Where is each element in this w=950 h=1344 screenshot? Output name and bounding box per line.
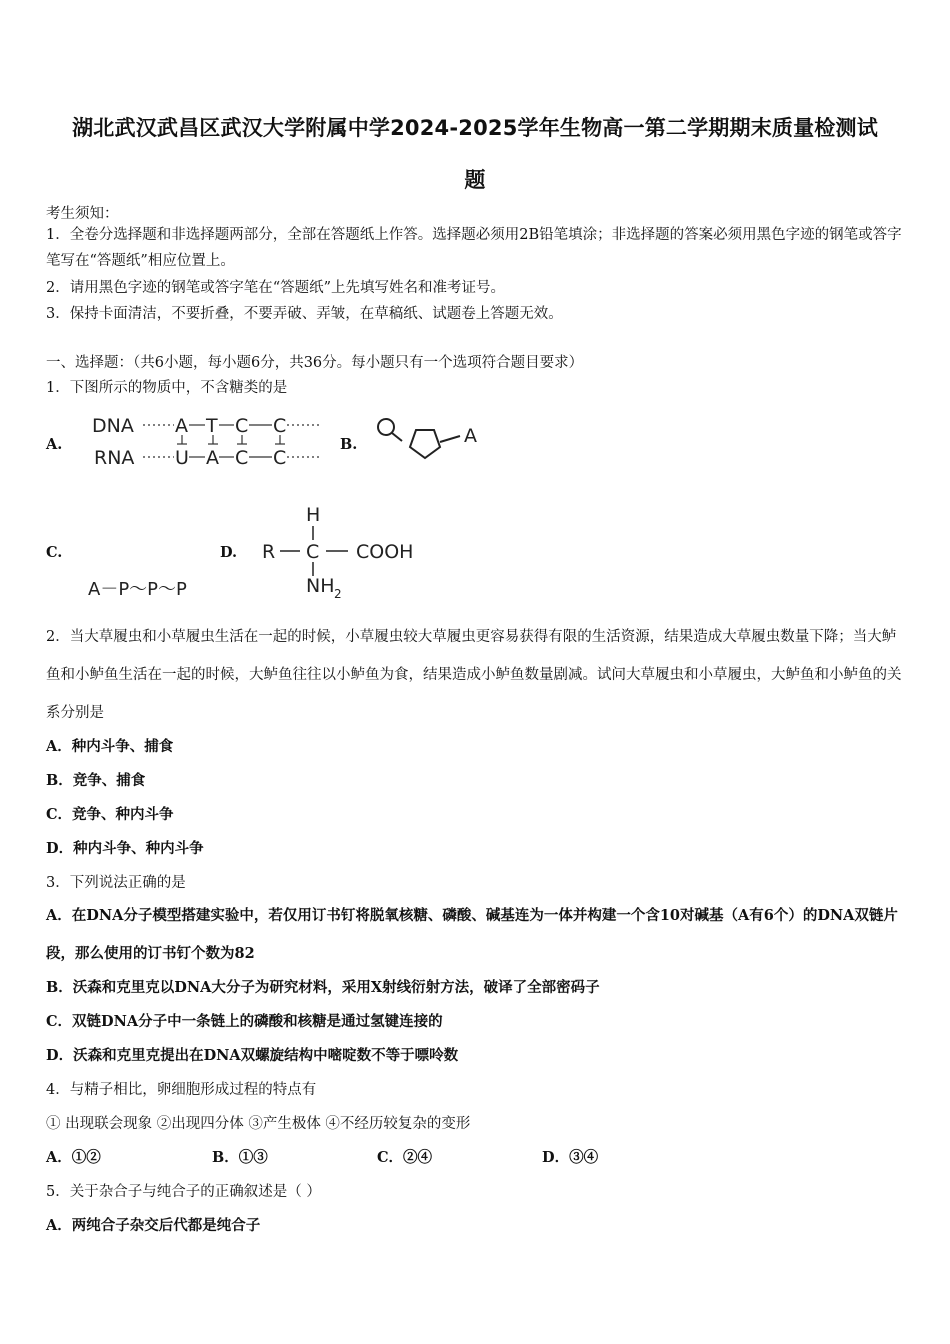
rna-label: RNA	[94, 447, 135, 469]
q4-option-d: D．③④	[542, 1149, 599, 1166]
q4-option-c: C．②④	[377, 1149, 433, 1166]
q2-option-b: B．竞争、捕食	[46, 772, 146, 789]
base-label: A	[464, 425, 477, 447]
q3-option-d: D．沃森和克里克提出在DNA双螺旋结构中嘧啶数不等于嘌呤数	[46, 1047, 459, 1064]
page-title: 湖北武汉武昌区武汉大学附属中学2024-2025学年生物高一第二学期期末质量检测试	[72, 116, 878, 140]
dna-base-1: A	[175, 415, 188, 437]
question-1-stem: 1．下图所示的物质中，不含糖类的是	[46, 380, 288, 396]
q5-option-a: A．两纯合子杂交后代都是纯合子	[46, 1217, 261, 1234]
amino-acid-nh: NH	[306, 575, 335, 597]
dna-base-2: T	[206, 415, 218, 437]
section-heading: 一、选择题：（共6小题，每小题6分，共36分。每小题只有一个选项符合题目要求）	[46, 355, 584, 371]
dna-base-4: C	[273, 415, 287, 437]
atp-label: A－P～P～P	[88, 579, 187, 600]
q1-option-c-label: C.	[46, 544, 63, 561]
question-3-stem: 3．下列说法正确的是	[46, 875, 186, 891]
q2-option-a: A．种内斗争、捕食	[46, 738, 174, 755]
amino-acid-h: H	[306, 504, 321, 526]
q2-option-d: D．种内斗争、种内斗争	[46, 840, 204, 857]
q4-statements: ① 出现联会现象 ②出现四分体 ③产生极体 ④不经历较复杂的变形	[46, 1116, 471, 1132]
q3-option-b: B．沃森和克里克以DNA大分子为研究材料，采用X射线衍射方法，破译了全部密码子	[46, 979, 600, 996]
q1-option-a-label: A.	[46, 436, 63, 453]
notice-heading: 考生须知：	[46, 206, 119, 222]
q1-option-d-label: D.	[220, 544, 238, 561]
notice-item-1: 1．全卷分选择题和非选择题两部分，全部在答题纸上作答。选择题必须用2B铅笔填涂；非选择题的答案必须用黑色字迹的钢笔或答字笔写在“答题纸”相应位置上。	[46, 227, 902, 269]
rna-base-1: U	[175, 447, 189, 469]
q1-option-b-label: B.	[340, 436, 358, 453]
notice-item-2: 2．请用黑色字迹的钢笔或答字笔在“答题纸”上先填写姓名和准考证号。	[46, 280, 506, 296]
amino-acid-subscript: 2	[334, 587, 342, 601]
question-5-stem: 5．关于杂合子与纯合子的正确叙述是（ ）	[46, 1184, 321, 1200]
q3-option-a: A．在DNA分子模型搭建实验中，若仅用订书钉将脱氧核糖、磷酸、碱基连为一体并构建一个含10对碱基（A有6个）的DNA双链片段，那么使用的订书钉个数为82	[46, 907, 898, 962]
q3-option-c: C．双链DNA分子中一条链上的磷酸和核糖是通过氢键连接的	[46, 1013, 443, 1030]
amino-acid-cooh: COOH	[356, 541, 414, 563]
atp-structure-figure	[86, 574, 216, 604]
rna-base-2: A	[206, 447, 219, 469]
amino-acid-structure-figure	[256, 500, 436, 604]
dna-label: DNA	[92, 415, 134, 437]
rna-base-3: C	[235, 447, 249, 469]
page-title-continued: 题	[464, 168, 486, 192]
notice-item-3: 3．保持卡面清洁，不要折叠，不要弄破、弄皱，在草稿纸、试题卷上答题无效。	[46, 306, 563, 322]
nucleoside-ring-figure	[372, 412, 502, 468]
dna-rna-pairing-figure	[88, 408, 328, 470]
q4-option-b: B．①③	[212, 1149, 268, 1166]
q4-option-a: A．①②	[46, 1149, 101, 1166]
question-2-stem: 2．当大草履虫和小草履虫生活在一起的时候，小草履虫较大草履虫更容易获得有限的生活资源，结果造成大草履虫数量下降；当大鲈鱼和小鲈鱼生活在一起的时候，大鲈鱼往往以小鲈鱼为食，结果造成小鲈鱼数量剧减。试问大草履虫和小草履虫，大鲈鱼和小鲈鱼的关系分别是	[46, 629, 902, 721]
question-4-stem: 4．与精子相比，卵细胞形成过程的特点有	[46, 1082, 317, 1098]
amino-acid-r: R	[262, 541, 276, 563]
amino-acid-c: C	[306, 541, 320, 563]
rna-base-4: C	[273, 447, 287, 469]
q2-option-c: C．竞争、种内斗争	[46, 806, 174, 823]
dna-base-3: C	[235, 415, 249, 437]
